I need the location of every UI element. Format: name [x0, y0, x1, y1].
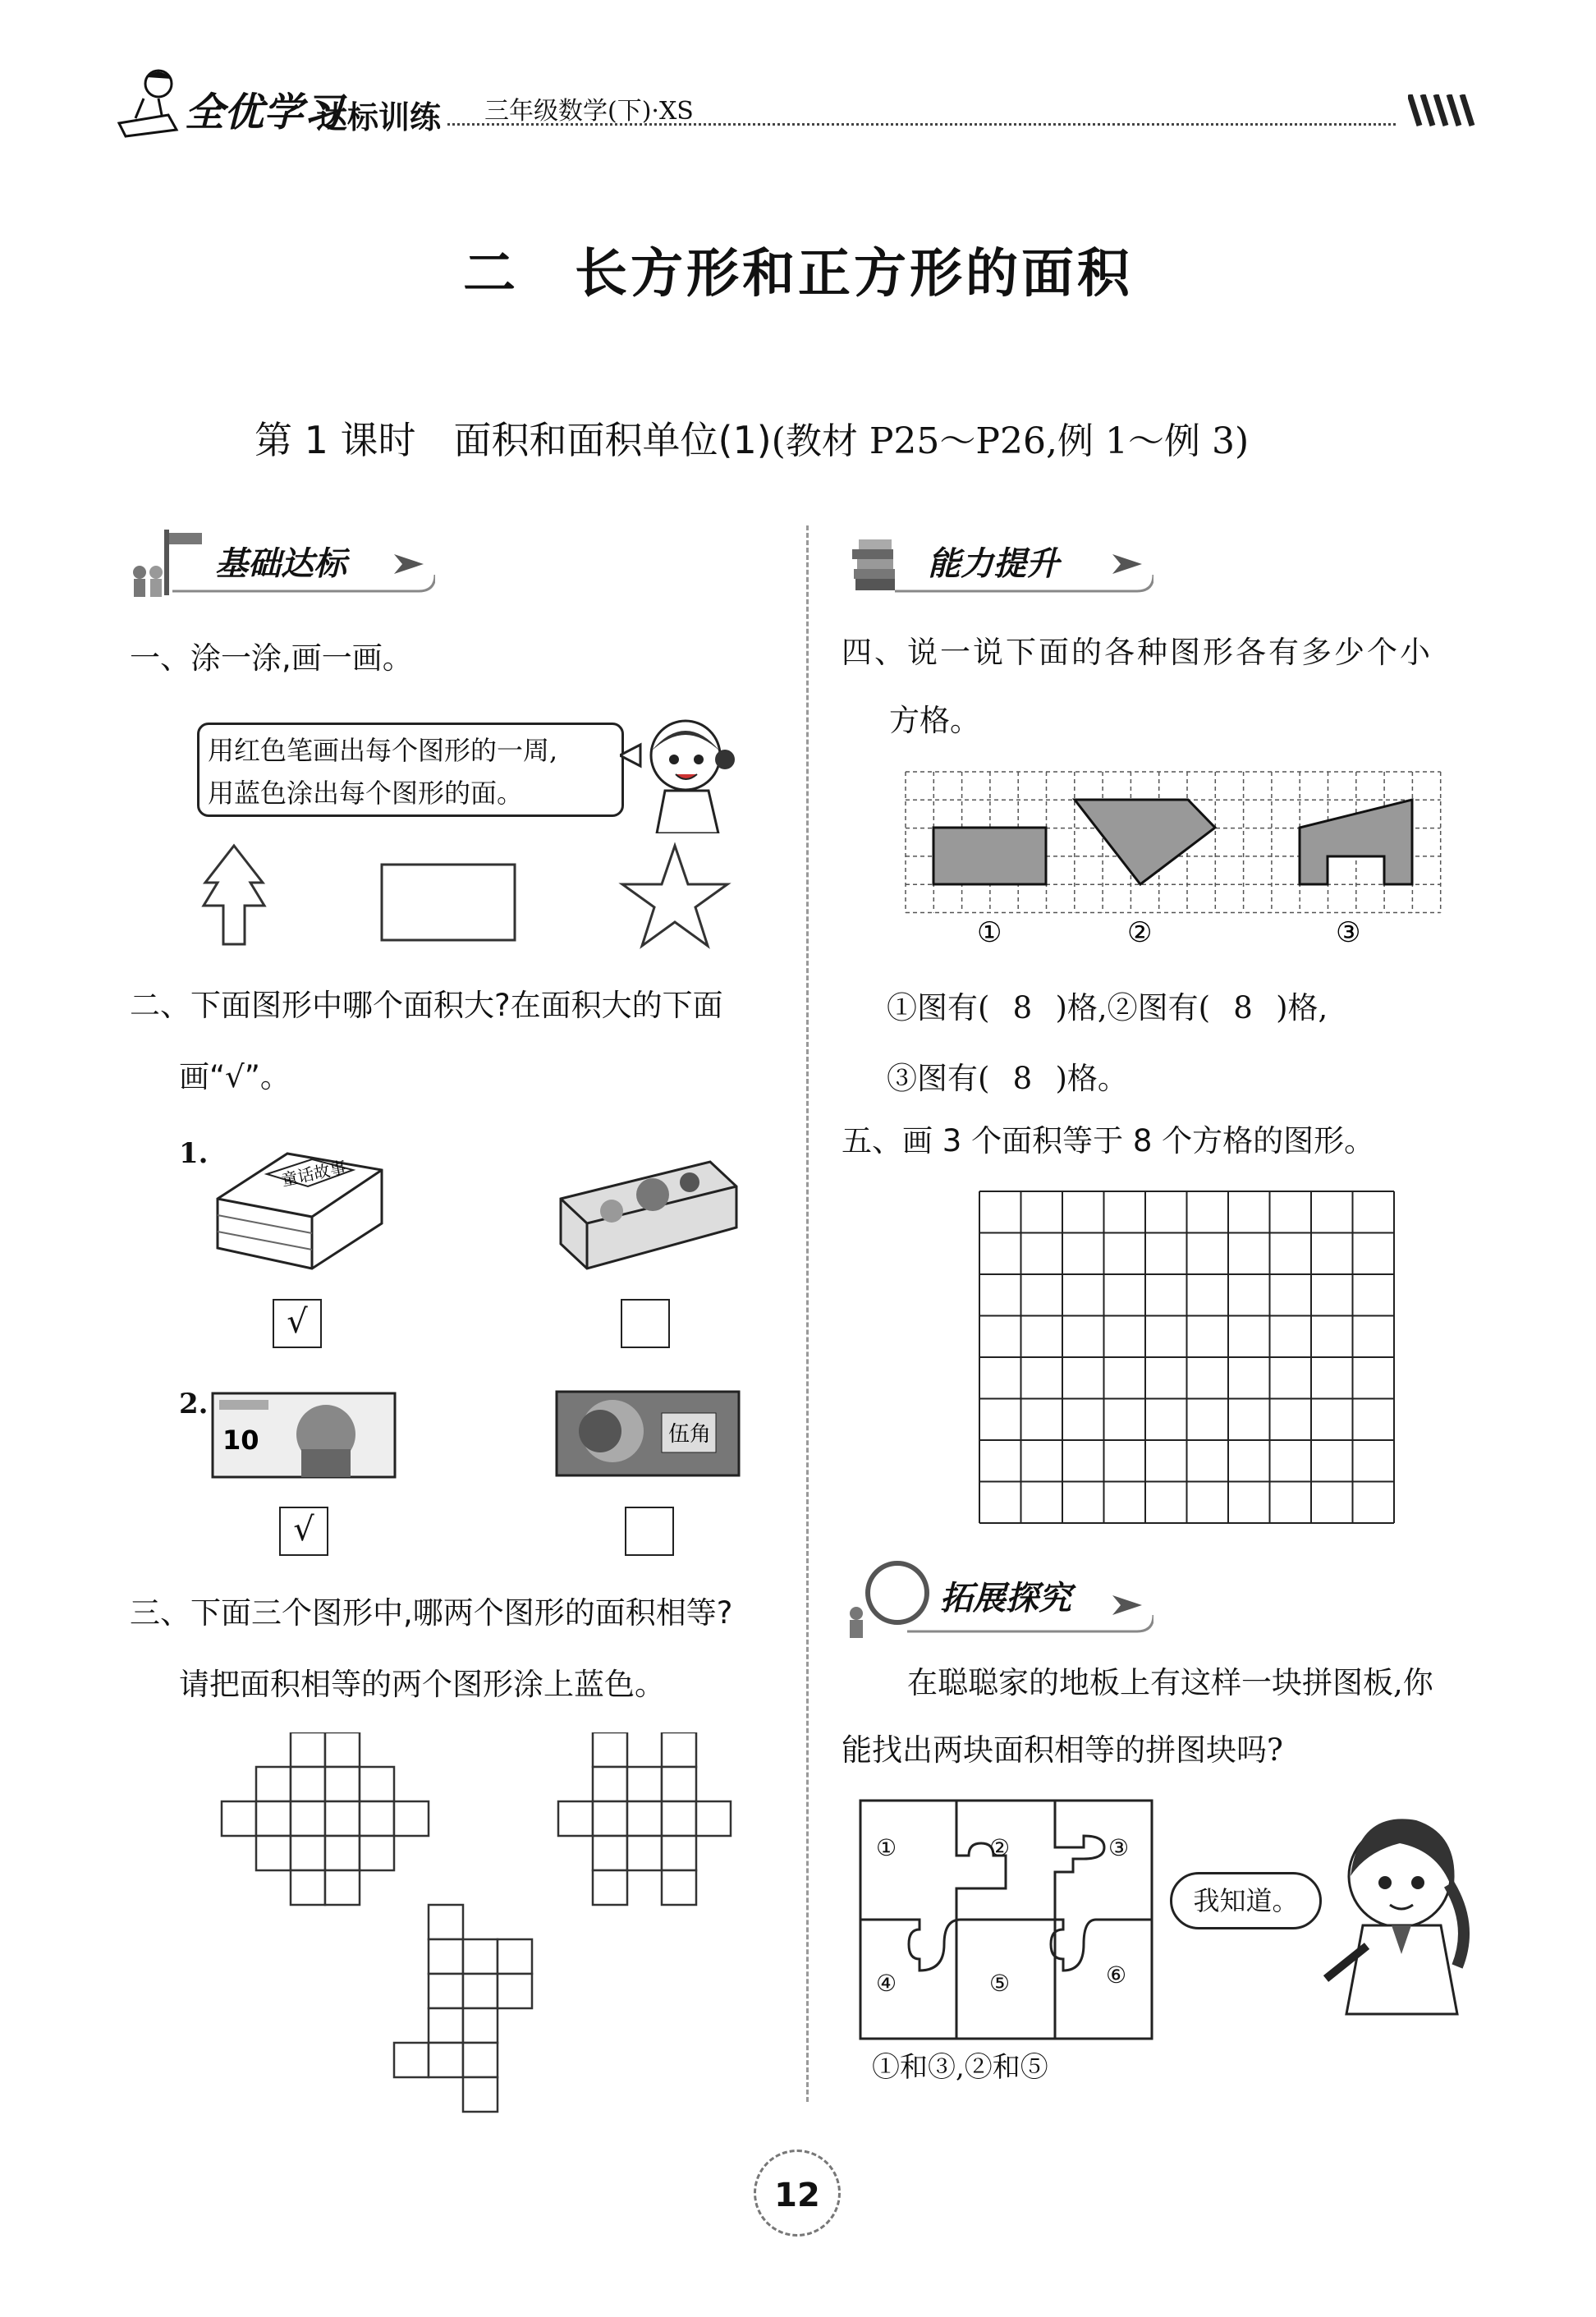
- grid-cell[interactable]: [463, 2043, 498, 2077]
- ext-text-line2: 能找出两块面积相等的拼图块吗?: [842, 1732, 1283, 1768]
- rectangle-shape: [382, 865, 515, 940]
- girl-pointing-illustration: [1318, 1802, 1474, 2016]
- lesson-reference: (教材 P25～P26,例 1～例 3): [771, 420, 1250, 462]
- q4-answer-1[interactable]: 8: [1012, 990, 1033, 1025]
- q4-caption-2: ②: [1127, 916, 1153, 949]
- jigsaw-piece-4: ④: [876, 1970, 897, 1997]
- q2-title-line1: 二、下面图形中哪个面积大?在面积大的下面: [130, 988, 723, 1023]
- q5-grid-lines: [979, 1191, 1394, 1523]
- jigsaw-piece-2: ②: [989, 1834, 1011, 1861]
- q2-item1-label: 1.: [179, 1137, 209, 1170]
- grid-cell[interactable]: [360, 1801, 394, 1836]
- grid-cell[interactable]: [291, 1801, 325, 1836]
- grid-cell[interactable]: [325, 1767, 360, 1801]
- grid-cell[interactable]: [558, 1801, 593, 1836]
- lesson-name: 第 1 课时 面积和面积单位(1): [255, 418, 772, 462]
- grid-cell[interactable]: [291, 1732, 325, 1767]
- grid-cell[interactable]: [325, 1836, 360, 1870]
- grid-cell[interactable]: [394, 1801, 429, 1836]
- chapter-title: 二 长方形和正方形的面积: [463, 244, 1133, 305]
- q4-answer-text-e: )格。: [1055, 1061, 1128, 1096]
- grid-cell[interactable]: [498, 1974, 532, 2008]
- grid-cell[interactable]: [627, 1767, 662, 1801]
- grid-cell[interactable]: [662, 1870, 696, 1905]
- extension-section-title: 拓展探究: [940, 1580, 1071, 1617]
- q4-dotted-grid-figure: [899, 768, 1474, 961]
- svg-text:10: 10: [222, 1425, 259, 1456]
- q4-answer-text-b: )格,②图有(: [1055, 990, 1211, 1025]
- grid-cell[interactable]: [291, 1767, 325, 1801]
- q3-grid-shapes: [213, 1732, 805, 2118]
- star-shape: [622, 846, 727, 946]
- grid-cell[interactable]: [291, 1870, 325, 1905]
- grid-cell[interactable]: [498, 1939, 532, 1974]
- ext-speech-bubble: 我知道。: [1170, 1872, 1322, 1929]
- q4-answer-line1: [887, 983, 1328, 1027]
- pencil-case-illustration: [554, 1154, 743, 1277]
- grid-cell[interactable]: [325, 1870, 360, 1905]
- ability-section-title: 能力提升: [928, 545, 1059, 583]
- grid-cell[interactable]: [593, 1801, 627, 1836]
- q1-bubble-line1: 用红色笔画出每个图形的一周,: [208, 735, 558, 766]
- q3-shape-b: [558, 1732, 731, 1905]
- ext-text-line1: 在聪聪家的地板上有这样一块拼图板,你: [907, 1665, 1433, 1700]
- grid-cell[interactable]: [360, 1836, 394, 1870]
- q3-shape-a: [222, 1732, 429, 1905]
- grid-cell[interactable]: [429, 2043, 463, 2077]
- jigsaw-piece-1: ①: [876, 1834, 897, 1861]
- grid-cell[interactable]: [593, 1732, 627, 1767]
- grid-cell[interactable]: [256, 1801, 291, 1836]
- q2-item2-checkbox-left[interactable]: [279, 1507, 328, 1556]
- jigsaw-piece-5: ⑤: [989, 1970, 1011, 1997]
- q2-item1-checkmark: √: [287, 1303, 308, 1341]
- q1-speech-bubble: [197, 723, 624, 817]
- q2-item2-checkbox-right[interactable]: [625, 1507, 674, 1556]
- grid-cell[interactable]: [463, 2077, 498, 2112]
- q4-answer-text-d: ③图有(: [887, 1061, 990, 1096]
- subject-label: 三年级数学(下)·XS: [484, 97, 694, 126]
- q4-shape-1-rectangle: [933, 828, 1046, 884]
- basic-section-title: 基础达标: [215, 545, 346, 583]
- q2-item2-label: 2.: [179, 1388, 209, 1420]
- column-divider: [806, 525, 809, 2102]
- jigsaw-piece-3: ③: [1108, 1834, 1130, 1861]
- q4-title-line2: 方格。: [889, 703, 980, 738]
- q4-answer-text-a: ①图有(: [887, 990, 990, 1025]
- lesson-title: [255, 411, 1249, 465]
- grid-cell[interactable]: [463, 1939, 498, 1974]
- grid-cell[interactable]: [291, 1836, 325, 1870]
- book-cover-text: 童话故事: [279, 1157, 348, 1191]
- q4-answer-3[interactable]: 8: [1012, 1061, 1033, 1096]
- grid-cell[interactable]: [463, 2008, 498, 2043]
- grid-cell[interactable]: [463, 1974, 498, 2008]
- q4-caption-3: ③: [1336, 916, 1361, 949]
- grid-cell[interactable]: [593, 1767, 627, 1801]
- grid-cell[interactable]: [662, 1836, 696, 1870]
- grid-cell[interactable]: [429, 1905, 463, 1939]
- grid-cell[interactable]: [325, 1801, 360, 1836]
- q5-title: 五、画 3 个面积等于 8 个方格的图形。: [842, 1123, 1375, 1158]
- q4-answer-line2: [887, 1053, 1128, 1098]
- jigsaw-board: [858, 1798, 1155, 2044]
- ext-answer[interactable]: ①和③,②和⑤: [872, 2051, 1048, 2084]
- q4-shape-2-polygon: [1075, 800, 1215, 884]
- jigsaw-piece-6: ⑥: [1106, 1961, 1127, 1989]
- q4-answer-text-c: )格,: [1276, 990, 1328, 1025]
- q2-item2-checkmark: √: [293, 1511, 314, 1548]
- grid-cell[interactable]: [696, 1801, 731, 1836]
- brand-name: 全优学习: [185, 89, 343, 135]
- grid-cell[interactable]: [256, 1836, 291, 1870]
- grid-cell[interactable]: [662, 1767, 696, 1801]
- grid-cell[interactable]: [222, 1801, 256, 1836]
- q2-item1-checkbox-left[interactable]: [273, 1299, 322, 1348]
- header-dotted-line: [447, 123, 1396, 126]
- q1-title: 一、涂一涂,画一画。: [130, 640, 413, 676]
- ten-yuan-banknote: [211, 1392, 397, 1479]
- five-jiao-banknote: [555, 1390, 741, 1477]
- q3-title-line2: 请把面积相等的两个图形涂上蓝色。: [179, 1667, 665, 1702]
- grid-cell[interactable]: [429, 2008, 463, 2043]
- q2-title-line2: 画“√”。: [179, 1059, 291, 1094]
- page-number: 12: [754, 2150, 841, 2237]
- banknote-text: 伍角: [668, 1422, 712, 1447]
- q1-shapes: [197, 842, 755, 957]
- grid-cell[interactable]: [325, 1732, 360, 1767]
- grid-cell[interactable]: [627, 1801, 662, 1836]
- grid-cell[interactable]: [662, 1732, 696, 1767]
- grid-cell[interactable]: [429, 1974, 463, 2008]
- header-hatch-decoration: [1408, 94, 1482, 127]
- storybook-illustration: [209, 1149, 390, 1273]
- grid-cell[interactable]: [360, 1767, 394, 1801]
- grid-cell[interactable]: [593, 1870, 627, 1905]
- q4-caption-1: ①: [977, 916, 1002, 949]
- arrow-tree-shape: [204, 846, 264, 944]
- q2-item1-checkbox-right[interactable]: [621, 1299, 670, 1348]
- grid-cell[interactable]: [429, 1939, 463, 1974]
- q3-title-line1: 三、下面三个图形中,哪两个图形的面积相等?: [130, 1595, 733, 1631]
- grid-cell[interactable]: [593, 1836, 627, 1870]
- grid-cell[interactable]: [394, 2043, 429, 2077]
- q5-drawing-grid[interactable]: [977, 1189, 1396, 1526]
- student-reading-icon: [111, 66, 185, 140]
- grid-cell[interactable]: [662, 1801, 696, 1836]
- q3-shape-c: [394, 1905, 532, 2112]
- q1-bubble-line2: 用蓝色涂出每个图形的面。: [208, 778, 524, 809]
- grid-cell[interactable]: [256, 1767, 291, 1801]
- series-name: 达标训练: [316, 99, 442, 135]
- grid-cell[interactable]: [627, 1836, 662, 1870]
- girl-character-illustration: [620, 710, 751, 833]
- q4-title-line1: 四、说一说下面的各种图形各有多少个小: [842, 635, 1433, 670]
- q4-answer-2[interactable]: 8: [1233, 990, 1253, 1025]
